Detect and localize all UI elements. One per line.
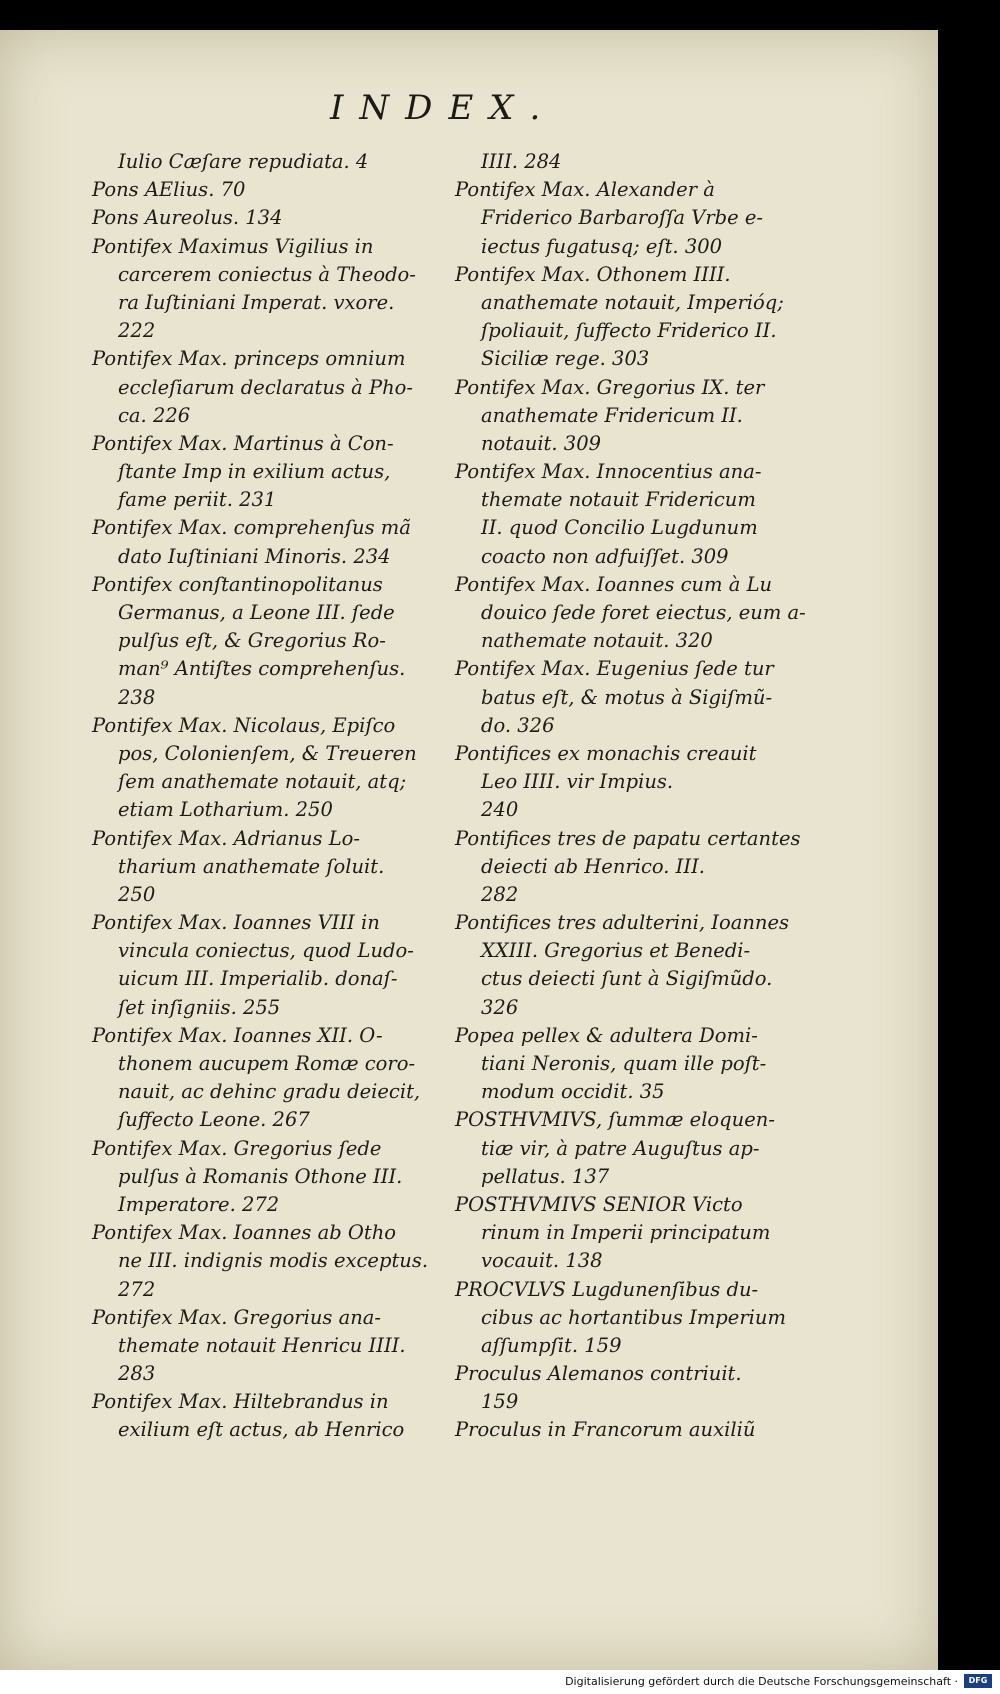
index-line: ſtante Imp in exilium actus, [118,460,391,484]
index-line: pos, Colonienſem, & Treueren [118,741,417,765]
index-line: II. quod Concilio Lugdunum [481,516,758,540]
index-line: Pontifex Max. Ioannes ab Otho [92,1221,397,1245]
index-line: carcerem coniectus à Theodo- [118,262,416,286]
index-line: Pontifex Max. princeps omnium [92,347,406,371]
index-line: batus eſt, & motus à Sigiſmũ- [481,685,773,709]
index-line: ſet inſigniis. 255 [118,995,281,1019]
index-line: Pontifex Max. Gregorius ana- [92,1305,382,1329]
index-line: Pontifices ex monachis creauit [455,741,757,765]
index-line: pellatus. 137 [481,1164,610,1188]
index-line: tiæ vir, à patre Auguſtus ap- [481,1136,760,1160]
index-line: Pontifex Max. Ioannes XII. O- [92,1023,383,1047]
index-line: nathemate notauit. 320 [481,629,713,653]
index-line: man⁹ Antiſtes comprehenſus. [118,657,406,681]
index-line: iectus fugatusq; eſt. 300 [481,234,723,258]
index-line: themate notauit Fridericum [481,488,756,512]
index-line: rinum in Imperii principatum [481,1221,771,1245]
index-line: anathemate notauit, Imperióq; [481,290,784,314]
index-line: 222 [118,319,156,343]
index-line: Imperatore. 272 [118,1192,280,1216]
index-line: Pontifex Max. Ioannes cum à Lu [455,572,773,596]
index-line: Pontifices tres de papatu certantes [455,826,801,850]
index-line: exilium eſt actus, ab Henrico [118,1418,405,1442]
index-line: vincula coniectus, quod Ludo- [118,939,414,963]
footer-credit: Digitalisierung gefördert durch die Deutsche Forschungsgemeinschaft · [565,1675,958,1688]
index-line: Pontifex Max. Othonem IIII. [455,262,731,286]
index-line: ſuffecto Leone. 267 [118,1108,310,1132]
index-line: Pontifex Maximus Vigilius in [92,234,374,258]
index-line: 283 [118,1362,156,1386]
index-line: ra Iuſtiniani Imperat. vxore. [118,290,395,314]
index-column-right [455,148,806,1445]
index-line: Pontifex Max. Gregorius IX. ter [455,375,765,399]
index-line: ſpoliauit, ſuffecto Friderico II. [481,319,777,343]
index-line: POSTHVMIVS SENIOR Victo [455,1192,743,1216]
index-line: Pontifex Max. Gregorius ſede [92,1136,382,1160]
index-line: 238 [118,685,156,709]
index-line: Pontifex Max. Martinus à Con- [92,431,394,455]
footer-bar [0,1670,1000,1694]
index-line: Pontifex Max. Ioannes VIII in [92,911,380,935]
index-line: 250 [118,882,156,906]
index-line: Pons AElius. 70 [92,178,246,202]
index-line: 326 [481,995,519,1019]
index-line: Siciliæ rege. 303 [481,347,650,371]
index-line: Friderico Barbaroſſa Vrbe e- [481,206,763,230]
index-line: ctus deiecti ſunt à Sigiſmũdo. [481,967,773,991]
index-line: tharium anathemate ſoluit. [118,854,385,878]
index-line: fame periit. 231 [118,488,277,512]
index-line: tiani Neronis, quam ille poſt- [481,1052,767,1075]
index-line: XXIII. Gregorius et Benedi- [481,939,751,963]
book-page [0,30,938,1670]
index-line: pulſus à Romanis Othone III. [118,1164,403,1188]
index-line: douico ſede foret eiectus, eum a- [481,601,806,624]
index-line: Proculus Alemanos contriuit. [455,1362,742,1386]
index-line: notauit. 309 [481,431,602,455]
index-line: nauit, ac dehinc gradu deiecit, [118,1080,421,1104]
index-line: Pontifices tres adulterini, Ioannes [455,911,790,935]
index-line: Iulio Cæſare repudiata. 4 [118,150,369,173]
index-line: 159 [481,1390,519,1414]
index-line: pulſus eſt, & Gregorius Ro- [118,629,386,653]
dfg-logo-icon: DFG [964,1674,992,1688]
index-line: 240 [481,798,519,822]
page-header: INDEX. [330,88,557,128]
index-line: aſſumpſit. 159 [481,1333,622,1357]
index-line: POSTHVMIVS, ſummæ eloquen- [455,1108,775,1132]
index-line: Pontifex Max. Hiltebrandus in [92,1390,389,1414]
index-line: uicum III. Imperialib. donaſ- [118,967,398,991]
index-line: 282 [481,882,519,906]
index-line: Pontifex Max. Alexander à [455,178,715,202]
index-line: Pontifex Max. comprehenſus mã [92,516,411,540]
index-line: thonem aucupem Romæ coro- [118,1052,416,1075]
index-line: dato Iuſtiniani Minoris. 234 [118,544,391,568]
index-line: Pontifex Max. Nicolaus, Epiſco [92,713,396,737]
index-line: PROCVLVS Lugdunenſibus du- [455,1277,759,1301]
index-line: themate notauit Henricu IIII. [118,1333,406,1357]
index-line: ne III. indignis modis exceptus. [118,1249,429,1273]
index-line: Pons Aureolus. 134 [92,206,283,230]
index-line: do. 326 [481,713,555,737]
index-line: Pontifex Max. Eugenius ſede tur [455,657,774,681]
index-line: coacto non adfuiſſet. 309 [481,544,729,568]
index-line: Proculus in Francorum auxiliũ [455,1418,756,1442]
index-line: ca. 226 [118,403,191,427]
index-line: Popea pellex & adultera Domi- [455,1023,758,1047]
index-line: etiam Lotharium. 250 [118,798,333,822]
index-line: ſem anathemate notauit, atq; [118,770,407,794]
index-column-left [92,148,430,1445]
index-line: Leo IIII. vir Impius. [481,770,674,794]
index-line: Pontifex Max. Innocentius ana- [455,460,762,484]
index-line: IIII. 284 [481,150,562,173]
index-line: 272 [118,1277,156,1301]
index-line: modum occidit. 35 [481,1080,665,1104]
index-line: eccleſiarum declaratus à Pho- [118,375,413,399]
index-line: deiecti ab Henrico. III. [481,854,705,878]
index-line: anathemate Fridericum II. [481,403,743,427]
index-line: vocauit. 138 [481,1249,603,1273]
index-line: Pontifex Max. Adrianus Lo- [92,826,360,850]
index-line: Germanus, a Leone III. ſede [118,601,395,624]
index-line: Pontifex conſtantinopolitanus [92,572,383,596]
index-line: cibus ac hortantibus Imperium [481,1305,786,1329]
